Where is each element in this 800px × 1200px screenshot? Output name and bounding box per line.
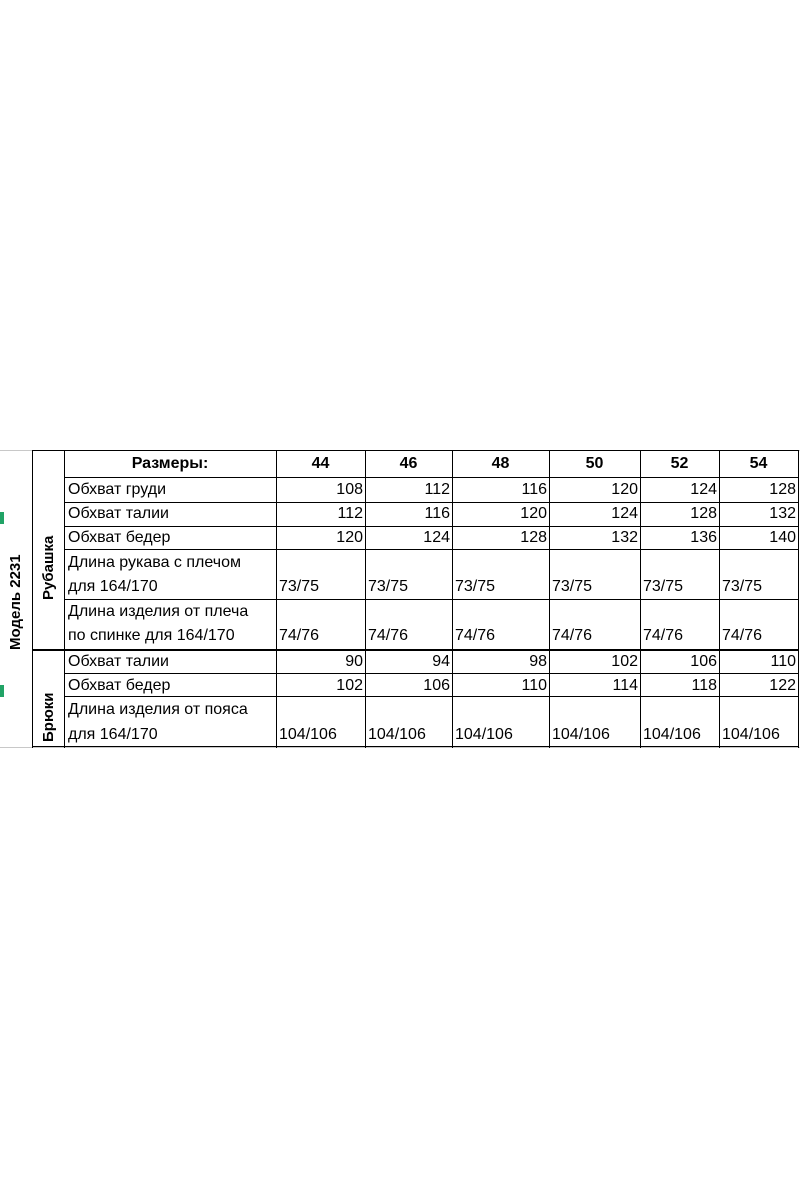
value-cell: 106 xyxy=(690,653,717,670)
header-sizes-label: Размеры: xyxy=(131,455,209,472)
size-header-44: 44 xyxy=(311,455,330,472)
value-cell: 112 xyxy=(424,481,450,498)
row-label: Обхват бедер xyxy=(68,529,171,546)
row-line xyxy=(32,450,799,451)
row-line xyxy=(64,696,799,697)
model-label: Модель 2231 xyxy=(7,554,24,650)
row-line xyxy=(64,673,799,674)
value-cell: 73/75 xyxy=(368,578,409,595)
size-chart-table xyxy=(0,450,800,748)
value-cell: 120 xyxy=(336,529,363,546)
value-cell: 73/75 xyxy=(279,578,320,595)
value-cell: 74/76 xyxy=(552,627,593,644)
size-header-48: 48 xyxy=(491,455,510,472)
row-line xyxy=(64,526,799,527)
value-cell: 132 xyxy=(611,529,638,546)
value-cell: 112 xyxy=(337,505,363,522)
row-label-line2: по спинке для 164/170 xyxy=(68,627,235,644)
row-label: Обхват талии xyxy=(68,505,169,522)
value-cell: 110 xyxy=(770,653,796,670)
row-label-line1: Длина изделия от пояса xyxy=(68,701,248,718)
value-cell: 124 xyxy=(611,505,638,522)
value-cell: 102 xyxy=(336,677,363,694)
row-label: Обхват бедер xyxy=(68,677,171,694)
group-label-shirt: Рубашка xyxy=(40,535,57,600)
value-cell: 104/106 xyxy=(643,726,701,743)
value-cell: 102 xyxy=(611,653,638,670)
row-line xyxy=(64,599,799,600)
group-separator xyxy=(32,649,799,651)
row-label-line2: для 164/170 xyxy=(68,578,158,595)
value-cell: 73/75 xyxy=(643,578,684,595)
value-cell: 74/76 xyxy=(368,627,409,644)
row-label-line2: для 164/170 xyxy=(68,726,158,743)
value-cell: 104/106 xyxy=(368,726,426,743)
value-cell: 73/75 xyxy=(552,578,593,595)
value-cell: 124 xyxy=(423,529,450,546)
border-bottom xyxy=(32,746,799,747)
size-header-46: 46 xyxy=(399,455,418,472)
row-label-line1: Длина изделия от плеча xyxy=(68,603,249,620)
row-label-line1: Длина рукава с плечом xyxy=(68,554,241,571)
group-label-trousers: Брюки xyxy=(40,692,57,742)
value-cell: 74/76 xyxy=(643,627,684,644)
value-cell: 114 xyxy=(612,677,638,694)
value-cell: 73/75 xyxy=(722,578,763,595)
value-cell: 106 xyxy=(423,677,450,694)
grid-line xyxy=(0,747,800,748)
value-cell: 140 xyxy=(769,529,796,546)
row-marker-accent xyxy=(0,512,4,524)
value-cell: 128 xyxy=(690,505,717,522)
row-label: Обхват талии xyxy=(68,653,169,670)
border-left xyxy=(32,450,33,748)
value-cell: 108 xyxy=(336,481,363,498)
value-cell: 128 xyxy=(520,529,547,546)
value-cell: 98 xyxy=(529,653,547,670)
value-cell: 120 xyxy=(611,481,638,498)
value-cell: 124 xyxy=(690,481,717,498)
value-cell: 74/76 xyxy=(455,627,496,644)
value-cell: 74/76 xyxy=(722,627,763,644)
value-cell: 74/76 xyxy=(279,627,320,644)
value-cell: 110 xyxy=(521,677,547,694)
value-cell: 104/106 xyxy=(722,726,780,743)
value-cell: 116 xyxy=(521,481,547,498)
value-cell: 118 xyxy=(691,677,717,694)
row-line xyxy=(64,549,799,550)
value-cell: 104/106 xyxy=(279,726,337,743)
value-cell: 116 xyxy=(424,505,450,522)
size-header-54: 54 xyxy=(749,455,768,472)
row-marker-accent xyxy=(0,685,4,697)
value-cell: 122 xyxy=(769,677,796,694)
value-cell: 73/75 xyxy=(455,578,496,595)
row-line xyxy=(64,477,799,478)
value-cell: 90 xyxy=(345,653,363,670)
row-label: Обхват груди xyxy=(68,481,167,498)
row-line xyxy=(64,502,799,503)
value-cell: 104/106 xyxy=(552,726,610,743)
value-cell: 128 xyxy=(769,481,796,498)
size-header-52: 52 xyxy=(670,455,689,472)
value-cell: 94 xyxy=(432,653,450,670)
value-cell: 104/106 xyxy=(455,726,513,743)
value-cell: 120 xyxy=(520,505,547,522)
value-cell: 136 xyxy=(690,529,717,546)
value-cell: 132 xyxy=(769,505,796,522)
size-header-50: 50 xyxy=(585,455,604,472)
